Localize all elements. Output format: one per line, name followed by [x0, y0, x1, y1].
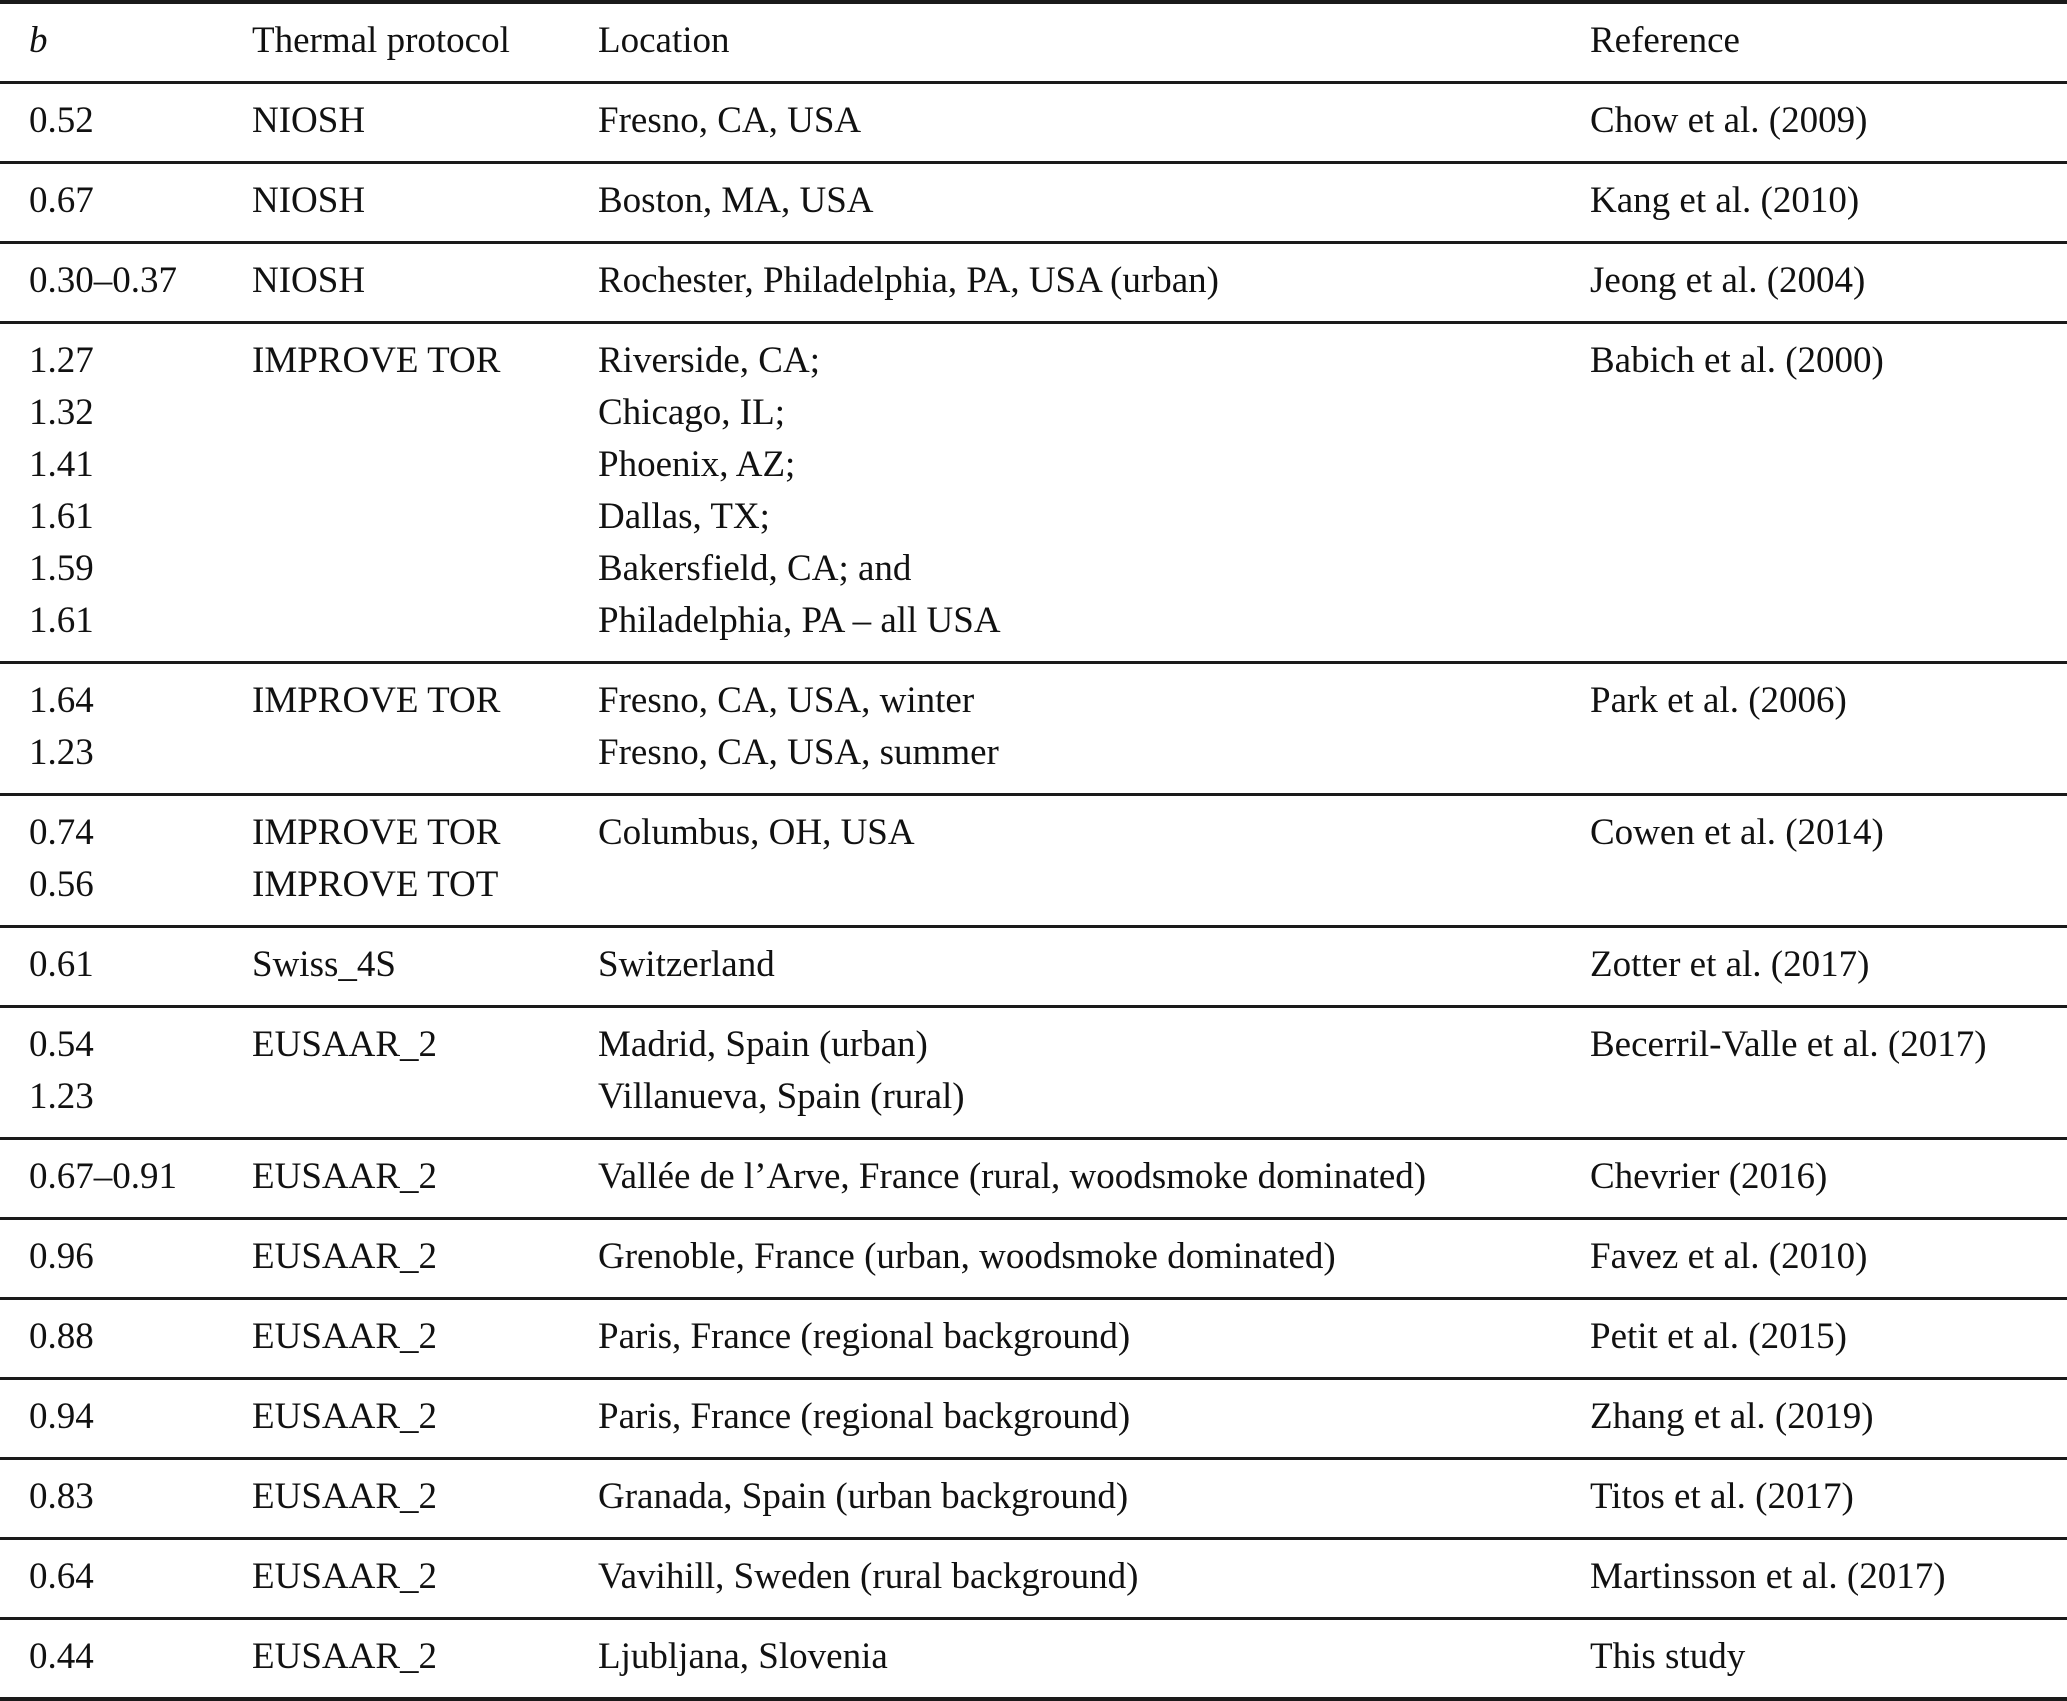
cell-b-line: 0.94	[29, 1396, 94, 1437]
cell-thermal-protocol-line: NIOSH	[252, 100, 366, 141]
cell-location-line: Fresno, CA, USA, winter	[598, 680, 975, 721]
cell-thermal-protocol	[252, 663, 598, 795]
cell-location-line: Bakersfield, CA; and	[598, 548, 912, 589]
cell-reference	[1590, 163, 2067, 243]
cell-thermal-protocol	[252, 1459, 598, 1539]
table-row	[0, 1007, 2067, 1139]
cell-reference	[1590, 83, 2067, 163]
cell-reference	[1590, 1007, 2067, 1139]
header-row	[0, 2, 2067, 83]
cell-thermal-protocol-line: NIOSH	[252, 260, 366, 301]
cell-location	[598, 243, 1590, 323]
table-row	[0, 1219, 2067, 1299]
cell-b	[0, 663, 252, 795]
cell-b	[0, 83, 252, 163]
cell-thermal-protocol-line: EUSAAR_2	[252, 1396, 438, 1437]
cell-b	[0, 1459, 252, 1539]
cell-location	[598, 1459, 1590, 1539]
cell-thermal-protocol-line: EUSAAR_2	[252, 1556, 438, 1597]
cell-thermal-protocol-line: EUSAAR_2	[252, 1024, 438, 1065]
cell-reference	[1590, 795, 2067, 927]
cell-location	[598, 1539, 1590, 1619]
cell-location-line: Philadelphia, PA – all USA	[598, 600, 1001, 641]
cell-location-line: Rochester, Philadelphia, PA, USA (urban)	[598, 260, 1219, 301]
cell-b	[0, 1539, 252, 1619]
cell-location	[598, 1299, 1590, 1379]
cell-thermal-protocol-line: NIOSH	[252, 180, 366, 221]
cell-reference	[1590, 1459, 2067, 1539]
cell-reference	[1590, 1619, 2067, 1700]
cell-b-line: 0.54	[29, 1024, 94, 1065]
cell-b-line: 1.23	[29, 1076, 94, 1117]
cell-reference-text: Cowen et al. (2014)	[1590, 812, 1884, 853]
cell-thermal-protocol	[252, 927, 598, 1007]
cell-b	[0, 323, 252, 663]
cell-b-line: 0.56	[29, 864, 94, 905]
cell-reference-text: Babich et al. (2000)	[1590, 340, 1884, 381]
cell-thermal-protocol-line: IMPROVE TOR	[252, 340, 501, 381]
cell-b	[0, 795, 252, 927]
cell-reference-text: Zotter et al. (2017)	[1590, 944, 1870, 985]
cell-location-line: Chicago, IL;	[598, 392, 786, 433]
cell-b-line: 1.64	[29, 680, 94, 721]
cell-b-line: 0.64	[29, 1556, 94, 1597]
cell-location-line: Switzerland	[598, 944, 775, 985]
cell-thermal-protocol-line: IMPROVE TOR	[252, 680, 501, 721]
cell-location-line: Phoenix, AZ;	[598, 444, 796, 485]
cell-location	[598, 1619, 1590, 1700]
cell-b	[0, 163, 252, 243]
cell-thermal-protocol-line: EUSAAR_2	[252, 1316, 438, 1357]
cell-reference	[1590, 1139, 2067, 1219]
table-row	[0, 1539, 2067, 1619]
cell-thermal-protocol	[252, 1219, 598, 1299]
cell-thermal-protocol-line: IMPROVE TOT	[252, 864, 499, 905]
cell-location-line: Fresno, CA, USA	[598, 100, 862, 141]
cell-reference	[1590, 1219, 2067, 1299]
cell-location	[598, 323, 1590, 663]
cell-location	[598, 1379, 1590, 1459]
table-row	[0, 163, 2067, 243]
table-row	[0, 1139, 2067, 1219]
cell-location	[598, 163, 1590, 243]
table-header	[0, 2, 2067, 83]
cell-thermal-protocol-line: Swiss_4S	[252, 944, 396, 985]
table-row	[0, 663, 2067, 795]
cell-location-line: Columbus, OH, USA	[598, 812, 915, 853]
cell-reference-text: Petit et al. (2015)	[1590, 1316, 1847, 1357]
cell-b-line: 0.67–0.91	[29, 1156, 177, 1197]
cell-location-line: Paris, France (regional background)	[598, 1396, 1131, 1437]
cell-b	[0, 1619, 252, 1700]
cell-thermal-protocol	[252, 323, 598, 663]
cell-b-line: 0.67	[29, 180, 94, 221]
table-row	[0, 1379, 2067, 1459]
cell-b	[0, 1219, 252, 1299]
cell-reference	[1590, 323, 2067, 663]
cell-b	[0, 927, 252, 1007]
cell-location-line: Paris, France (regional background)	[598, 1316, 1131, 1357]
table-row	[0, 1299, 2067, 1379]
cell-b	[0, 243, 252, 323]
header-location: Location	[598, 20, 730, 61]
cell-location	[598, 1139, 1590, 1219]
cell-thermal-protocol-line: EUSAAR_2	[252, 1636, 438, 1677]
cell-reference-text: Jeong et al. (2004)	[1590, 260, 1866, 301]
cell-location-line: Ljubljana, Slovenia	[598, 1636, 888, 1677]
cell-reference-text: Titos et al. (2017)	[1590, 1476, 1854, 1517]
cell-b	[0, 1379, 252, 1459]
cell-thermal-protocol	[252, 1139, 598, 1219]
table-row	[0, 243, 2067, 323]
header-thermal-protocol: Thermal protocol	[252, 20, 510, 61]
cell-location-line: Vavihill, Sweden (rural background)	[598, 1556, 1139, 1597]
cell-thermal-protocol	[252, 1619, 598, 1700]
cell-reference-text: This study	[1590, 1636, 1746, 1677]
cell-location	[598, 1007, 1590, 1139]
cell-b-line: 1.32	[29, 392, 94, 433]
cell-reference-text: Zhang et al. (2019)	[1590, 1396, 1874, 1437]
table-row	[0, 795, 2067, 927]
cell-thermal-protocol	[252, 1539, 598, 1619]
cell-b-line: 1.27	[29, 340, 94, 381]
cell-b-line: 1.59	[29, 548, 94, 589]
cell-location-line: Vallée de l’Arve, France (rural, woodsmoke dominated)	[598, 1156, 1427, 1197]
cell-location-line: Dallas, TX;	[598, 496, 770, 537]
table-row	[0, 323, 2067, 663]
cell-thermal-protocol	[252, 795, 598, 927]
cell-reference	[1590, 1539, 2067, 1619]
cell-reference	[1590, 243, 2067, 323]
cell-location	[598, 795, 1590, 927]
cell-thermal-protocol-line: IMPROVE TOR	[252, 812, 501, 853]
cell-location-line: Grenoble, France (urban, woodsmoke dominated)	[598, 1236, 1336, 1277]
cell-thermal-protocol	[252, 243, 598, 323]
table-row	[0, 1619, 2067, 1700]
cell-thermal-protocol	[252, 163, 598, 243]
cell-thermal-protocol	[252, 1299, 598, 1379]
cell-thermal-protocol-line: EUSAAR_2	[252, 1156, 438, 1197]
cell-thermal-protocol	[252, 83, 598, 163]
cell-reference	[1590, 1379, 2067, 1459]
cell-location-line: Fresno, CA, USA, summer	[598, 732, 999, 773]
cell-reference	[1590, 1299, 2067, 1379]
cell-b-line: 0.44	[29, 1636, 94, 1677]
cell-thermal-protocol-line: EUSAAR_2	[252, 1476, 438, 1517]
cell-location-line: Madrid, Spain (urban)	[598, 1024, 928, 1065]
cell-location-line: Villanueva, Spain (rural)	[598, 1076, 965, 1117]
cell-b-line: 0.96	[29, 1236, 94, 1277]
header-b: b	[29, 20, 48, 61]
cell-location	[598, 663, 1590, 795]
cell-b	[0, 1007, 252, 1139]
cell-b-line: 1.41	[29, 444, 94, 485]
cell-b	[0, 1299, 252, 1379]
cell-reference-text: Park et al. (2006)	[1590, 680, 1847, 721]
cell-thermal-protocol-line: EUSAAR_2	[252, 1236, 438, 1277]
table-row	[0, 1459, 2067, 1539]
cell-location	[598, 927, 1590, 1007]
cell-thermal-protocol	[252, 1007, 598, 1139]
cell-b-line: 0.61	[29, 944, 94, 985]
cell-reference-text: Becerril-Valle et al. (2017)	[1590, 1024, 1987, 1065]
cell-b	[0, 1139, 252, 1219]
cell-reference-text: Kang et al. (2010)	[1590, 180, 1860, 221]
cell-b-line: 1.61	[29, 600, 94, 641]
cell-location	[598, 83, 1590, 163]
cell-thermal-protocol	[252, 1379, 598, 1459]
header-reference: Reference	[1590, 20, 1740, 61]
cell-b-line: 1.61	[29, 496, 94, 537]
cell-reference-text: Martinsson et al. (2017)	[1590, 1556, 1946, 1597]
table-row	[0, 83, 2067, 163]
cell-b-line: 0.74	[29, 812, 94, 853]
cell-reference-text: Chow et al. (2009)	[1590, 100, 1868, 141]
table-body	[0, 83, 2067, 1700]
cell-reference-text: Chevrier (2016)	[1590, 1156, 1828, 1197]
cell-location	[598, 1219, 1590, 1299]
cell-location-line: Riverside, CA;	[598, 340, 820, 381]
table-row	[0, 927, 2067, 1007]
cell-reference	[1590, 927, 2067, 1007]
cell-b-line: 0.83	[29, 1476, 94, 1517]
cell-location-line: Granada, Spain (urban background)	[598, 1476, 1129, 1517]
cell-b-line: 0.88	[29, 1316, 94, 1357]
cell-reference	[1590, 663, 2067, 795]
cell-b-line: 0.52	[29, 100, 94, 141]
cell-b-line: 1.23	[29, 732, 94, 773]
cell-reference-text: Favez et al. (2010)	[1590, 1236, 1868, 1277]
cell-b-line: 0.30–0.37	[29, 260, 177, 301]
cell-location-line: Boston, MA, USA	[598, 180, 874, 221]
